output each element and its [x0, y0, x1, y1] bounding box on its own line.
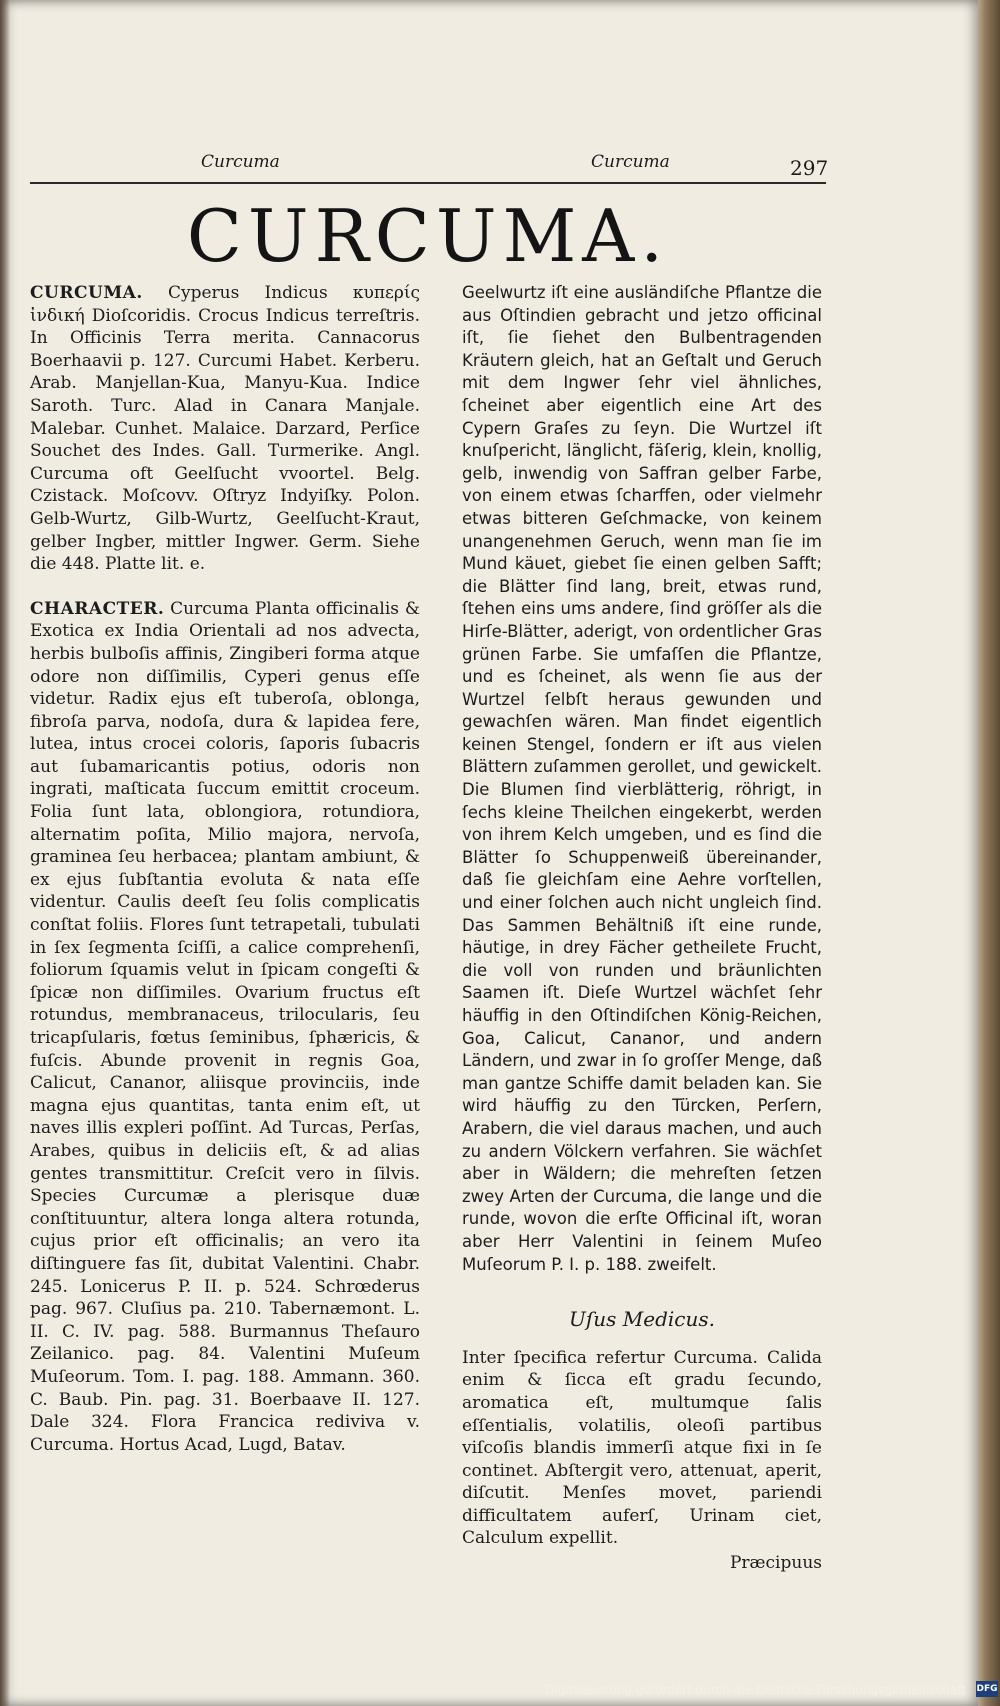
catchword: Præcipuus — [729, 1553, 822, 1574]
running-header — [30, 152, 830, 178]
german-description: Geelwurtz iſt eine ausländiſche Pflantze die aus Oſtindien gebracht und jetzo officinal iſt, ſie ſiehet den Bulbentragenden Kräutern gleich, hat an Geſtalt und Geruch mit dem Ingwer ſehr viel ähnliches, ſcheinet aber eigentlich eine Art des Cypern Graſes zu ſeyn. Die Wurtzel iſt knuſpericht, länglicht, fäſerig, klein, knollig, gelb, inwendig von Saffran gelber Farbe, von einem etwas ſcharffen, oder vielmehr etwas bitteren Geſchmacke, von keinem unangenehmen Geruch, wenn man ſie im Mund käuet, giebet ſie einen gelben Safft; die Blätter ſind lang, breit, etwas rund, ſtehen eins ums andere, ſind gröſſer als die Hirſe-Blätter, aderigt, von ordentlicher Gras grünen Farbe. Sie umfaſſen die Pflantze, und es ſcheinet, als wenn ſie aus der Wurtzel ſelbſt heraus gewunden und gewachſen wären. Man findet eigentlich keinen Stengel, ſondern er iſt aus vielen Blättern zuſammen gerollet, und gewickelt. Die Blumen ſind vierblätterig, röhrigt, in ſechs kleine Theilchen eingekerbt, werden von ihrem Kelch umgeben, und es ſind die Blätter ſo Schuppenweiß übereinander, daß ſie gleichſam eine Aehre vorſtellen, und einer ſolchen auch nicht ungleich ſind. Das Sammen Behältniß iſt eine runde, häutige, in drey Fächer getheilete Frucht, die voll von runden und bräunlichten Saamen iſt. Dieſe Wurtzel wächſet ſehr häuffig in den Oſtindiſchen König-Reichen, Goa, Calicut, Cananor, und andern Ländern, und zwar in ſo groſſer Menge, daß man gantze Schiffe damit beladen kan. Sie wird häuffig zu den Türcken, Perſern, Arabern, die viel daraus machen, und auch zu andern Völckern verfahren. Sie wächſet aber in Wäldern; die mehreſten ſetzen zwey Arten der Curcuma, die lange und die runde, wovon die erſte Officinal iſt, woran aber Herr Valentini in ſeinem Muſeo Muſeorum P. I. p. 188. zweifelt. — [462, 283, 822, 1274]
right-column — [462, 282, 822, 1575]
gutter-shadow — [0, 0, 10, 1706]
page-title: CURCUMA. — [186, 194, 670, 278]
synonyms-lead: CURCUMA. — [30, 283, 143, 303]
header-rule — [30, 182, 826, 184]
character-paragraph — [30, 598, 420, 1457]
synonyms-paragraph — [30, 282, 420, 576]
usus-medicus-text: Inter ſpecifica refertur Curcuma. Calida enim & ſicca eſt gradu ſecundo, aromatica eſt, multumque ſalis eſſentialis, volatilis, oleoſi partibus viſcoſis blandis immerſi atque fixi in ſe continet. Abſtergit vero, attenuat, aperit, diſcutit. Menſes movet, pariendi difficultatem auferſ, Urinam ciet, Calculum expellit. — [462, 1347, 822, 1549]
dfg-logo: DFG — [976, 1681, 998, 1697]
digitization-note: Digitalisierung gefördert durch die Deutsche Forschungsgemeinschaft — [545, 1683, 967, 1697]
left-column — [30, 282, 420, 1456]
character-text: Curcuma Planta officinalis & Exotica ex India Orientali ad nos advecta, herbis bulboſis affinis, Zingiberi forma atque odore non diſſimilis, Cyperi genus eſſe videtur. Radix ejus eſt tuberoſa, oblonga, fibroſa parva, nodoſa, dura & lapidea fere, lutea, intus crocei coloris, ſaporis ſubacris aut ſubamaricantis potius, odoris non ingrati, maſticata ſuccum emittit croceum. Folia ſunt lata, oblongiora, rotundiora, alternatim poſita, Milio majora, nervoſa, graminea ſeu herbacea; plantam ambiunt, & ex ejus ſubſtantia evoluta & nata eſſe videntur. Caulis deeſt ſeu ſolis complicatis conſtat foliis. Flores ſunt tetrapetali, tubulati in ſex ſegmenta ſciſſi, a calice comprehenſi, foliorum ſquamis velut in ſpicam congeſti & ſpicæ non diſſimiles. Ovarium fructus eſt rotundus, membranaceus, trilocularis, ſeu tricapſularis, fœtus ſeminibus, ſphæricis, & fuſcis. Abunde provenit in regnis Goa, Calicut, Cananor, aliisque provinciis, inde magna ejus quantitas, tanta enim eſt, ut naves illis expleri poſſint. Ad Turcas, Perſas, Arabes, quibus in deliciis eſt, & ad alias gentes transmittitur. Creſcit vero in ſilvis. Species Curcumæ a plerisque duæ conſtituuntur, altera longa altera rotunda, cujus prior eſt officinalis; an vero ita diſtinguere fas ſit, dubitat Valentini. Chabr. 245. Lonicerus P. II. p. 524. Schrœderus pag. 967. Cluſius pa. 210. Tabernæmont. L. II. C. IV. pag. 588. Burmannus Theſauro Zeilanico. pag. 84. Valentini Muſeum Muſeorum. Tom. I. pag. 188. Ammann. 360. C. Baub. Pin. pag. 31. Boerbaave II. 127. Dale 324. Flora Francica rediviva v. Curcuma. Hortus Acad, Lugd, Batav. — [30, 598, 421, 1455]
page-edge — [978, 0, 1000, 1706]
running-head-left: Curcuma — [201, 152, 280, 172]
usus-medicus-heading: Uſus Medicus. — [569, 1307, 715, 1332]
synonyms-text: Cyperus Indicus κυπερίς ἰνδική Dioſcoridis. Crocus Indicus terreſtris. In Officinis Terra merita. Cannacorus Boerhaavii p. 127. Curcumi Habet. Kerberu. Arab. Manjellan-Kua, Manyu-Kua. Indice Saroth. Turc. Alad in Canara Manjale. Malebar. Cunhet. Malaice. Darzard, Perſice Souchet des Indes. Gall. Turmerike. Angl. Curcuma oft Geelſucht vvoortel. Belg. Czistack. Moſcovv. Oſtryz Indyiſky. Polon. Gelb-Wurtz, Gilb-Wurtz, Geelſucht-Kraut, gelber Ingber, mittler Ingwer. Germ. Siehe die 448. Platte lit. e. — [30, 283, 421, 575]
page-number: 297 — [790, 156, 829, 180]
character-lead: CHARACTER. — [30, 598, 165, 619]
running-head-center: Curcuma — [591, 152, 670, 172]
